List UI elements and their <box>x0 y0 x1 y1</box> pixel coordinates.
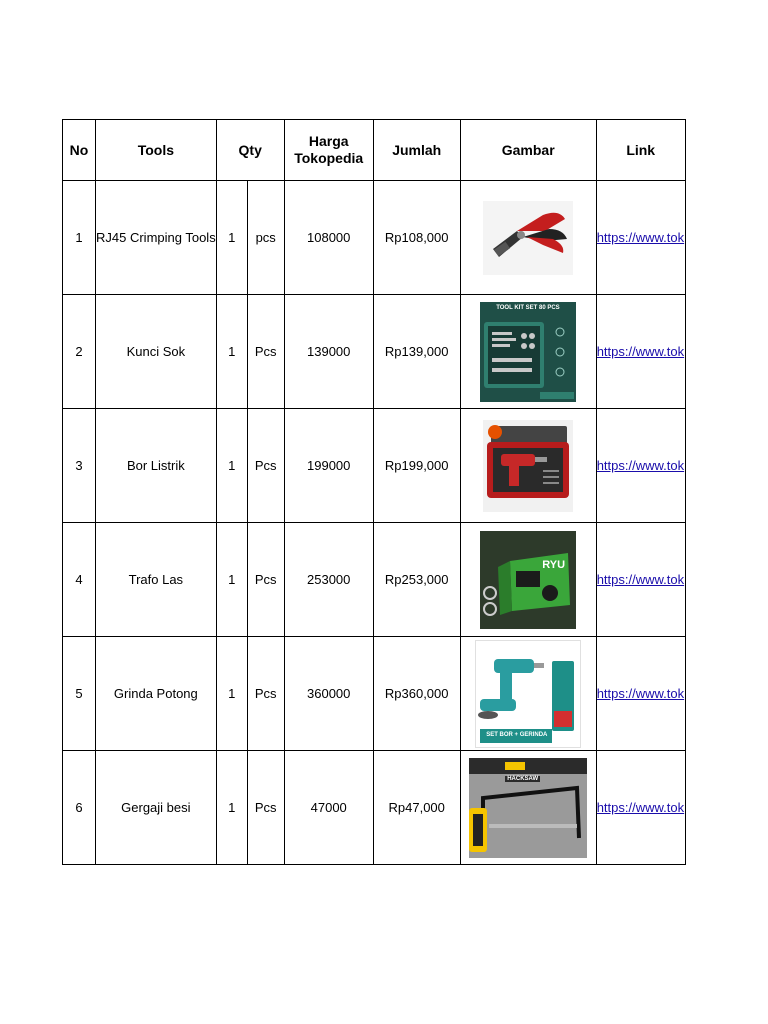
hacksaw-label: HACKSAW <box>507 775 539 782</box>
cell-tool: Bor Listrik <box>96 409 217 523</box>
table-row <box>63 181 686 295</box>
cell-gambar <box>460 181 596 295</box>
cell-link <box>596 295 685 409</box>
cell-no: 5 <box>63 637 96 751</box>
toolkit-label: TOOL KIT SET 80 PCS <box>496 304 560 311</box>
cell-gambar <box>460 751 596 865</box>
cell-qty: 1 <box>216 409 247 523</box>
cell-jumlah: Rp360,000 <box>373 637 460 751</box>
cell-gambar <box>460 409 596 523</box>
cell-harga: 108000 <box>284 181 373 295</box>
cell-tool: RJ45 Crimping Tools <box>96 181 217 295</box>
cell-link <box>596 637 685 751</box>
cell-no: 4 <box>63 523 96 637</box>
product-link[interactable]: https://www.tok <box>596 686 685 701</box>
cell-harga: 360000 <box>284 637 373 751</box>
welder-brand: RYU <box>542 558 566 571</box>
header-row <box>63 120 686 181</box>
welding-machine-photo <box>480 531 576 629</box>
cell-tool: Kunci Sok <box>96 295 217 409</box>
table-row <box>63 523 686 637</box>
cell-jumlah: Rp108,000 <box>373 181 460 295</box>
cell-qty: 1 <box>216 637 247 751</box>
cell-jumlah: Rp139,000 <box>373 295 460 409</box>
cell-harga: 139000 <box>284 295 373 409</box>
table-row <box>63 295 686 409</box>
header-gambar: Gambar <box>460 120 596 181</box>
cell-link <box>596 751 685 865</box>
crimping-tool-photo <box>483 201 573 275</box>
cell-tool: Trafo Las <box>96 523 217 637</box>
electric-drill-photo <box>483 420 573 512</box>
cell-qty: 1 <box>216 295 247 409</box>
cell-qty: 1 <box>216 751 247 865</box>
table-row <box>63 751 686 865</box>
cell-tool: Gergaji besi <box>96 751 217 865</box>
cell-link <box>596 409 685 523</box>
product-link[interactable]: https://www.tok <box>596 458 685 473</box>
product-link[interactable]: https://www.tok <box>596 344 685 359</box>
cell-tool: Grinda Potong <box>96 637 217 751</box>
cell-unit: Pcs <box>247 295 284 409</box>
cell-harga: 199000 <box>284 409 373 523</box>
product-link[interactable]: https://www.tok <box>596 572 685 587</box>
header-no: No <box>63 120 96 181</box>
product-link[interactable]: https://www.tok <box>596 230 685 245</box>
header-qty: Qty <box>216 120 284 181</box>
cell-link <box>596 181 685 295</box>
cell-unit: pcs <box>247 181 284 295</box>
cell-jumlah: Rp47,000 <box>373 751 460 865</box>
cell-jumlah: Rp199,000 <box>373 409 460 523</box>
cell-no: 1 <box>63 181 96 295</box>
cell-unit: Pcs <box>247 751 284 865</box>
header-harga: Harga Tokopedia <box>284 120 373 181</box>
cell-gambar <box>460 523 596 637</box>
socket-tool-kit-photo <box>480 302 576 402</box>
drill-grinder-set-photo <box>475 640 581 748</box>
hacksaw-photo <box>469 758 587 858</box>
cell-gambar <box>460 295 596 409</box>
cell-no: 6 <box>63 751 96 865</box>
tools-table <box>62 119 686 865</box>
table-row <box>63 409 686 523</box>
cell-no: 2 <box>63 295 96 409</box>
cell-harga: 47000 <box>284 751 373 865</box>
cell-link <box>596 523 685 637</box>
cell-unit: Pcs <box>247 409 284 523</box>
header-tools: Tools <box>96 120 217 181</box>
header-jumlah: Jumlah <box>373 120 460 181</box>
product-link[interactable]: https://www.tok <box>596 800 685 815</box>
table-row <box>63 637 686 751</box>
cell-no: 3 <box>63 409 96 523</box>
cell-gambar <box>460 637 596 751</box>
cell-jumlah: Rp253,000 <box>373 523 460 637</box>
cell-unit: Pcs <box>247 523 284 637</box>
cell-qty: 1 <box>216 181 247 295</box>
grinder-set-label: SET BOR + GERINDA <box>486 731 548 738</box>
header-link: Link <box>596 120 685 181</box>
cell-qty: 1 <box>216 523 247 637</box>
cell-unit: Pcs <box>247 637 284 751</box>
cell-harga: 253000 <box>284 523 373 637</box>
